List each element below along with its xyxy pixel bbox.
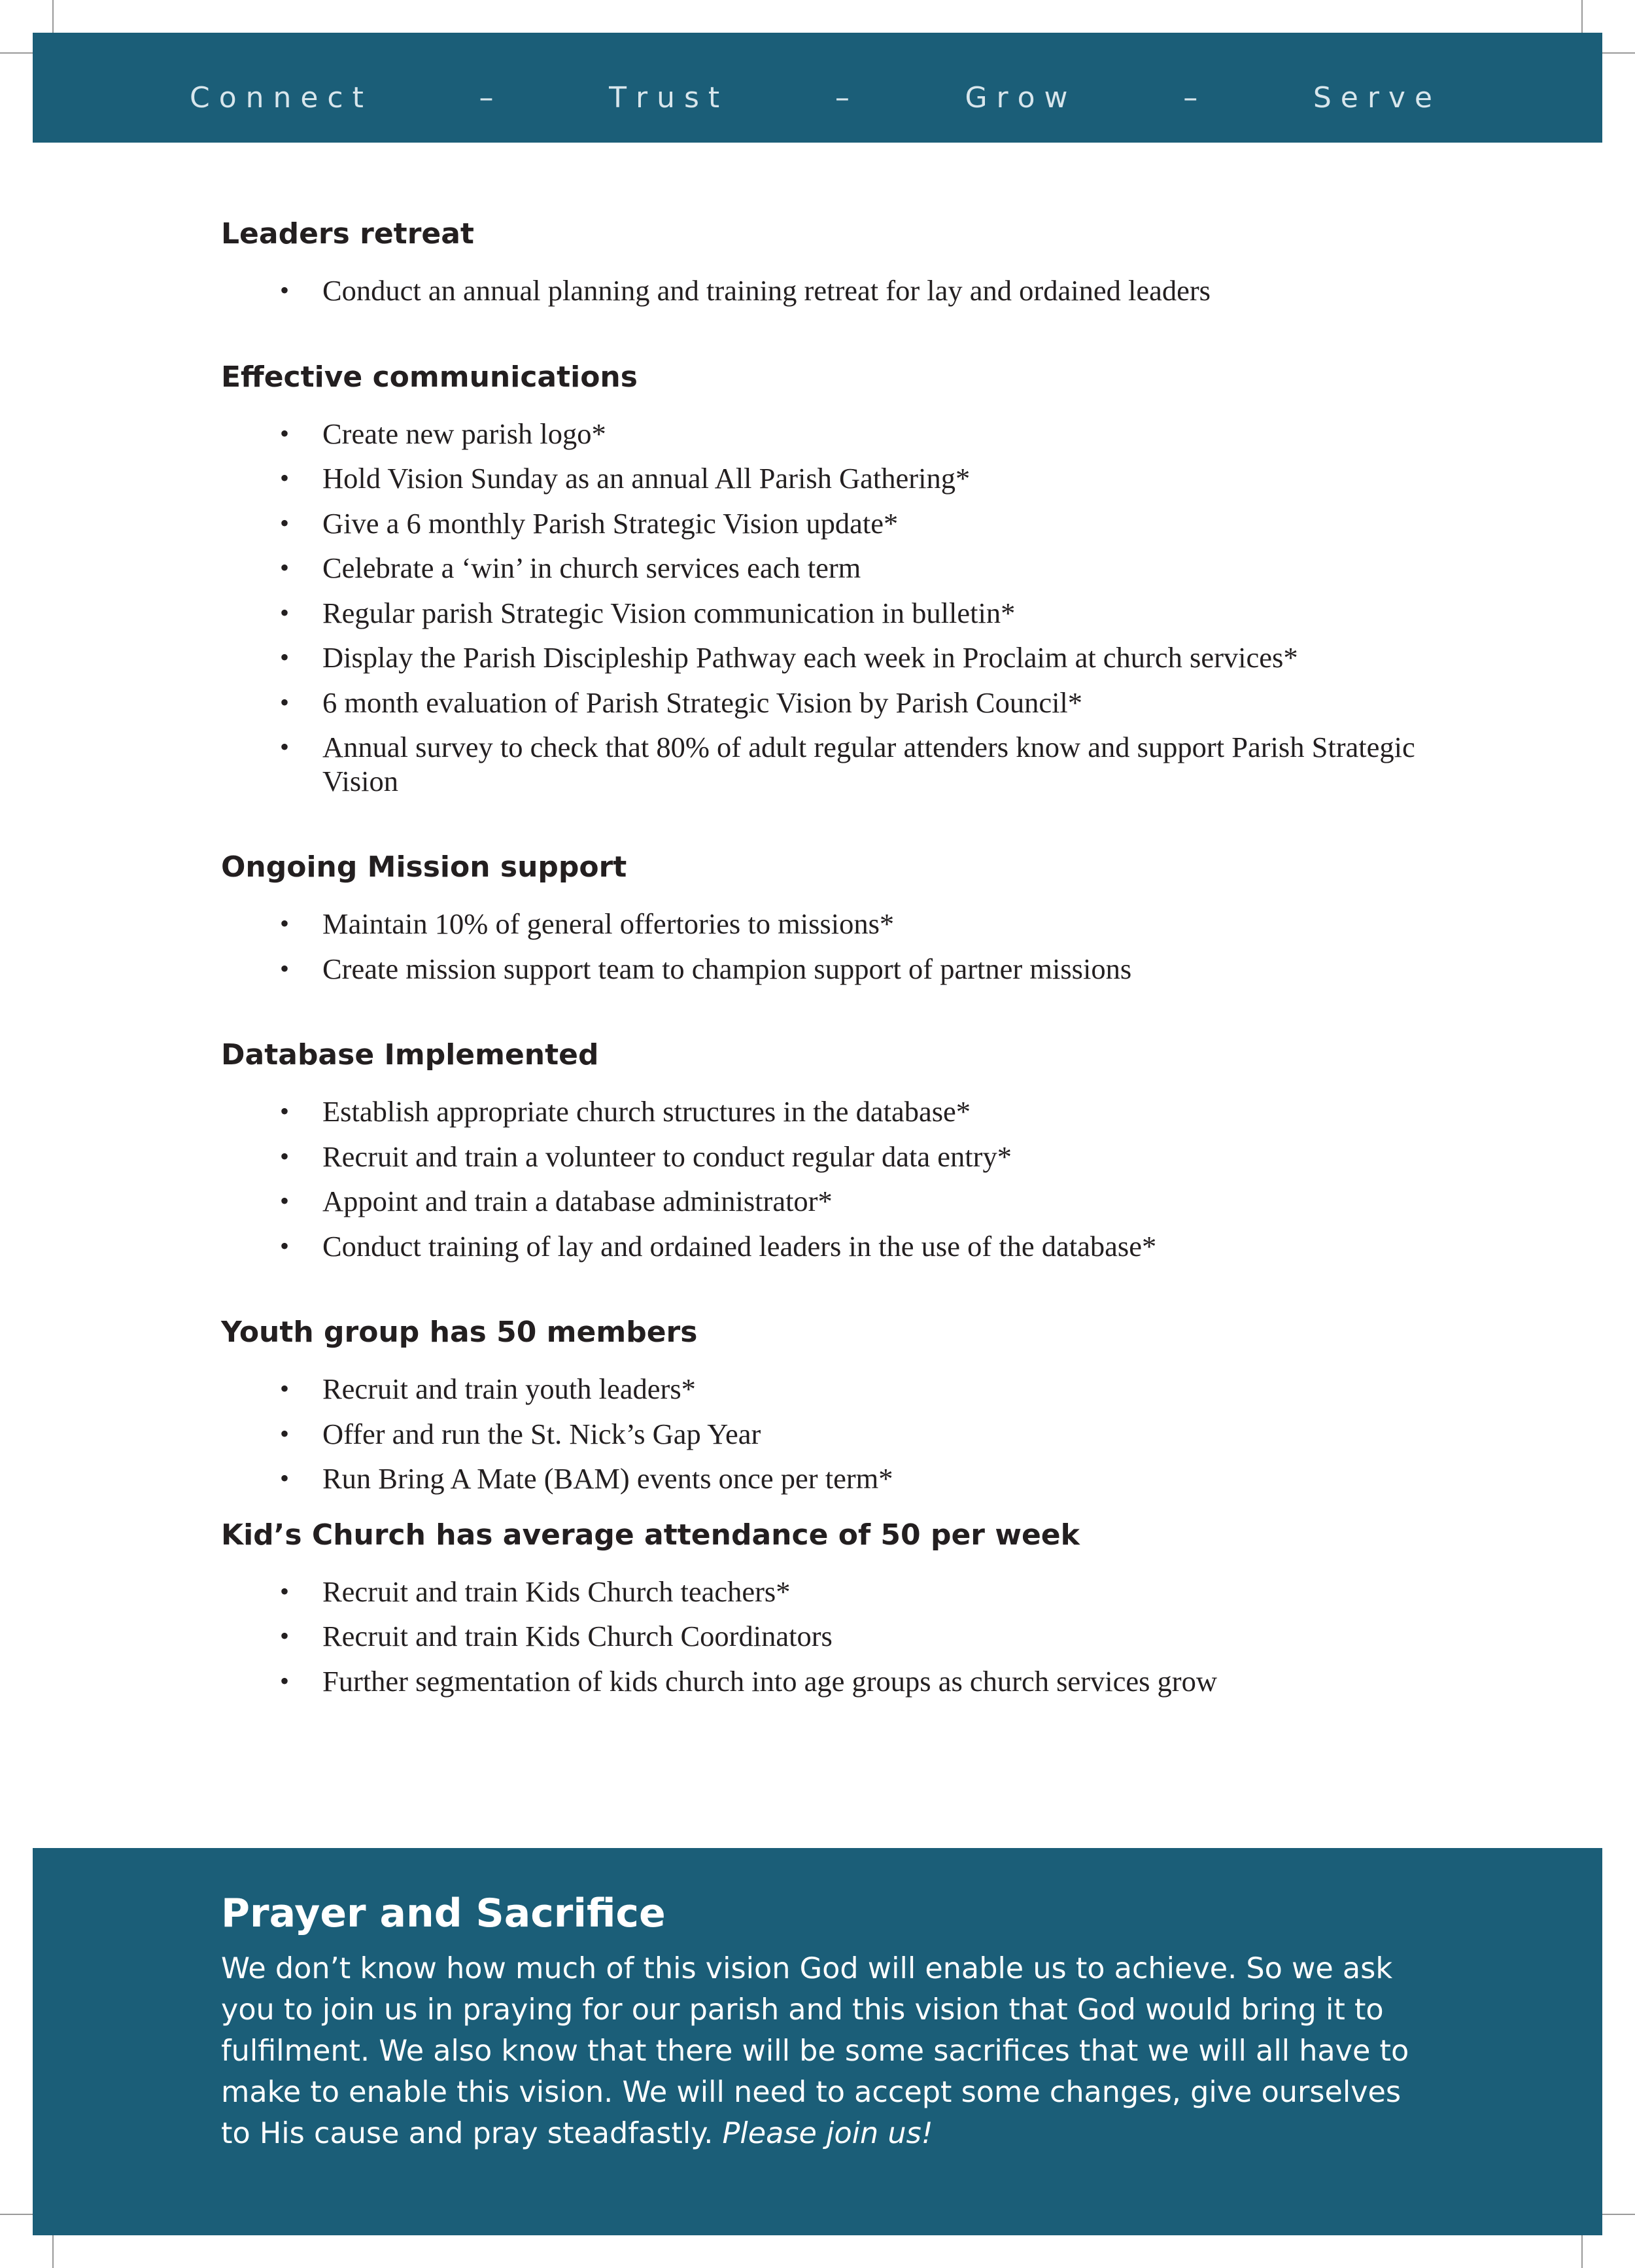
section-heading: Leaders retreat <box>221 217 474 251</box>
list-item-text: Recruit and train a volunteer to conduct regular data entry* <box>322 1140 1012 1173</box>
bullet-icon: • <box>280 1666 290 1696</box>
bullet-icon: • <box>280 642 290 672</box>
list-item <box>221 1089 1464 1134</box>
tagline-separator: – <box>835 81 850 114</box>
list-item <box>221 680 1464 725</box>
list-item <box>221 1614 1464 1659</box>
prayer-closing: Please join us! <box>722 2117 933 2150</box>
tagline-word: T r u s t <box>609 81 720 114</box>
list-item <box>221 456 1464 501</box>
bullet-icon: • <box>280 1230 290 1261</box>
bullet-list <box>221 268 1464 313</box>
crop-mark <box>0 2214 35 2215</box>
list-item-text: Establish appropriate church structures in the database* <box>322 1095 971 1128</box>
bullet-icon: • <box>280 597 290 627</box>
crop-mark <box>0 52 35 54</box>
bullet-icon: • <box>280 418 290 448</box>
tagline-separator: – <box>479 81 494 114</box>
crop-mark <box>52 0 54 35</box>
list-item <box>221 501 1464 546</box>
bullet-list <box>221 1367 1464 1501</box>
list-item-text: Recruit and train youth leaders* <box>322 1372 696 1405</box>
bullet-icon: • <box>280 508 290 538</box>
bullet-icon: • <box>280 1621 290 1650</box>
tagline-separator: – <box>1183 81 1198 114</box>
crop-mark <box>1600 52 1635 54</box>
section-heading: Effective communications <box>221 360 638 394</box>
section-heading: Youth group has 50 members <box>221 1316 698 1349</box>
list-item-text: Create new parish logo* <box>322 417 606 450</box>
list-item-text: Create mission support team to champion support of partner missions <box>322 952 1132 985</box>
bullet-icon: • <box>280 1186 290 1215</box>
crop-mark <box>1581 0 1583 35</box>
list-item-text: Conduct an annual planning and training retreat for lay and ordained leaders <box>322 274 1211 307</box>
list-item <box>221 1367 1464 1412</box>
main-content <box>221 208 1464 1703</box>
list-item-text: Annual survey to check that 80% of adult regular attenders know and support Parish Strategic Vision <box>322 731 1415 797</box>
list-item <box>221 635 1464 680</box>
list-item <box>221 1179 1464 1224</box>
list-item <box>221 1412 1464 1457</box>
header-tagline <box>190 80 1432 116</box>
list-item <box>221 268 1464 313</box>
crop-mark <box>1581 2233 1583 2268</box>
section-heading: Database Implemented <box>221 1038 599 1072</box>
list-item-text: Run Bring A Mate (BAM) events once per term* <box>322 1462 893 1495</box>
tagline-word: C o n n e c t <box>190 81 364 114</box>
list-item-text: Regular parish Strategic Vision communication in bulletin* <box>322 596 1016 629</box>
list-item <box>221 1569 1464 1614</box>
bullet-list <box>221 1089 1464 1268</box>
section-effective-communications <box>221 351 1464 804</box>
list-item-text: 6 month evaluation of Parish Strategic Vision by Parish Council* <box>322 686 1083 719</box>
prayer-body <box>221 1948 1431 2154</box>
section-heading: Kid’s Church has average attendance of 50 per week <box>221 1518 1080 1552</box>
prayer-title: Prayer and Sacrifice <box>221 1891 666 1936</box>
list-item <box>221 546 1464 591</box>
list-item-text: Display the Parish Discipleship Pathway each week in Proclaim at church services* <box>322 641 1298 674</box>
list-item <box>221 725 1464 803</box>
crop-mark <box>1600 2214 1635 2215</box>
list-item-text: Hold Vision Sunday as an annual All Parish Gathering* <box>322 462 971 495</box>
list-item-text: Recruit and train Kids Church teachers* <box>322 1575 791 1608</box>
list-item <box>221 1659 1464 1704</box>
section-database-implemented <box>221 1029 1464 1268</box>
bullet-icon: • <box>280 1096 290 1126</box>
list-item-text: Appoint and train a database administrator* <box>322 1185 833 1217</box>
section-youth-group <box>221 1306 1464 1501</box>
bullet-list <box>221 1569 1464 1704</box>
list-item-text: Maintain 10% of general offertories to missions* <box>322 907 895 940</box>
tagline-word: S e r v e <box>1313 81 1432 114</box>
prayer-body-text: We don’t know how much of this vision God will enable us to achieve. So we ask you to join us in praying for our parish and this vision that God would bring it to fulfilment. We also know that there will be some sacrifices that we will all have to make to enable this vision. We will need to accept some changes, give ourselves to His cause and pray steadfastly. <box>221 1952 1409 2150</box>
bullet-icon: • <box>280 687 290 717</box>
bullet-icon: • <box>280 953 290 983</box>
bullet-icon: • <box>280 732 290 761</box>
list-item <box>221 591 1464 636</box>
bullet-icon: • <box>280 553 290 582</box>
bullet-icon: • <box>280 1374 290 1403</box>
list-item-text: Offer and run the St. Nick’s Gap Year <box>322 1417 761 1450</box>
list-item-text: Conduct training of lay and ordained leaders in the use of the database* <box>322 1229 1157 1263</box>
list-item-text: Further segmentation of kids church into age groups as church services grow <box>322 1664 1218 1698</box>
crop-mark <box>52 2233 54 2268</box>
list-item-text: Recruit and train Kids Church Coordinators <box>322 1620 833 1652</box>
bullet-icon: • <box>280 1463 290 1493</box>
bullet-list <box>221 901 1464 991</box>
bullet-icon: • <box>280 1576 290 1606</box>
list-item <box>221 1224 1464 1269</box>
list-item <box>221 1134 1464 1179</box>
bullet-list <box>221 411 1464 804</box>
bullet-icon: • <box>280 463 290 493</box>
bullet-icon: • <box>280 1418 290 1448</box>
section-leaders-retreat <box>221 208 1464 313</box>
bullet-icon: • <box>280 275 290 305</box>
section-kids-church <box>221 1509 1464 1704</box>
list-item <box>221 411 1464 457</box>
list-item-text: Celebrate a ‘win’ in church services each term <box>322 551 861 584</box>
section-ongoing-mission-support <box>221 841 1464 991</box>
section-heading: Ongoing Mission support <box>221 850 627 884</box>
list-item <box>221 901 1464 947</box>
list-item-text: Give a 6 monthly Parish Strategic Vision update* <box>322 506 899 540</box>
list-item <box>221 1456 1464 1501</box>
list-item <box>221 947 1464 992</box>
bullet-icon: • <box>280 909 290 938</box>
bullet-icon: • <box>280 1141 290 1171</box>
tagline-word: G r o w <box>965 81 1068 114</box>
